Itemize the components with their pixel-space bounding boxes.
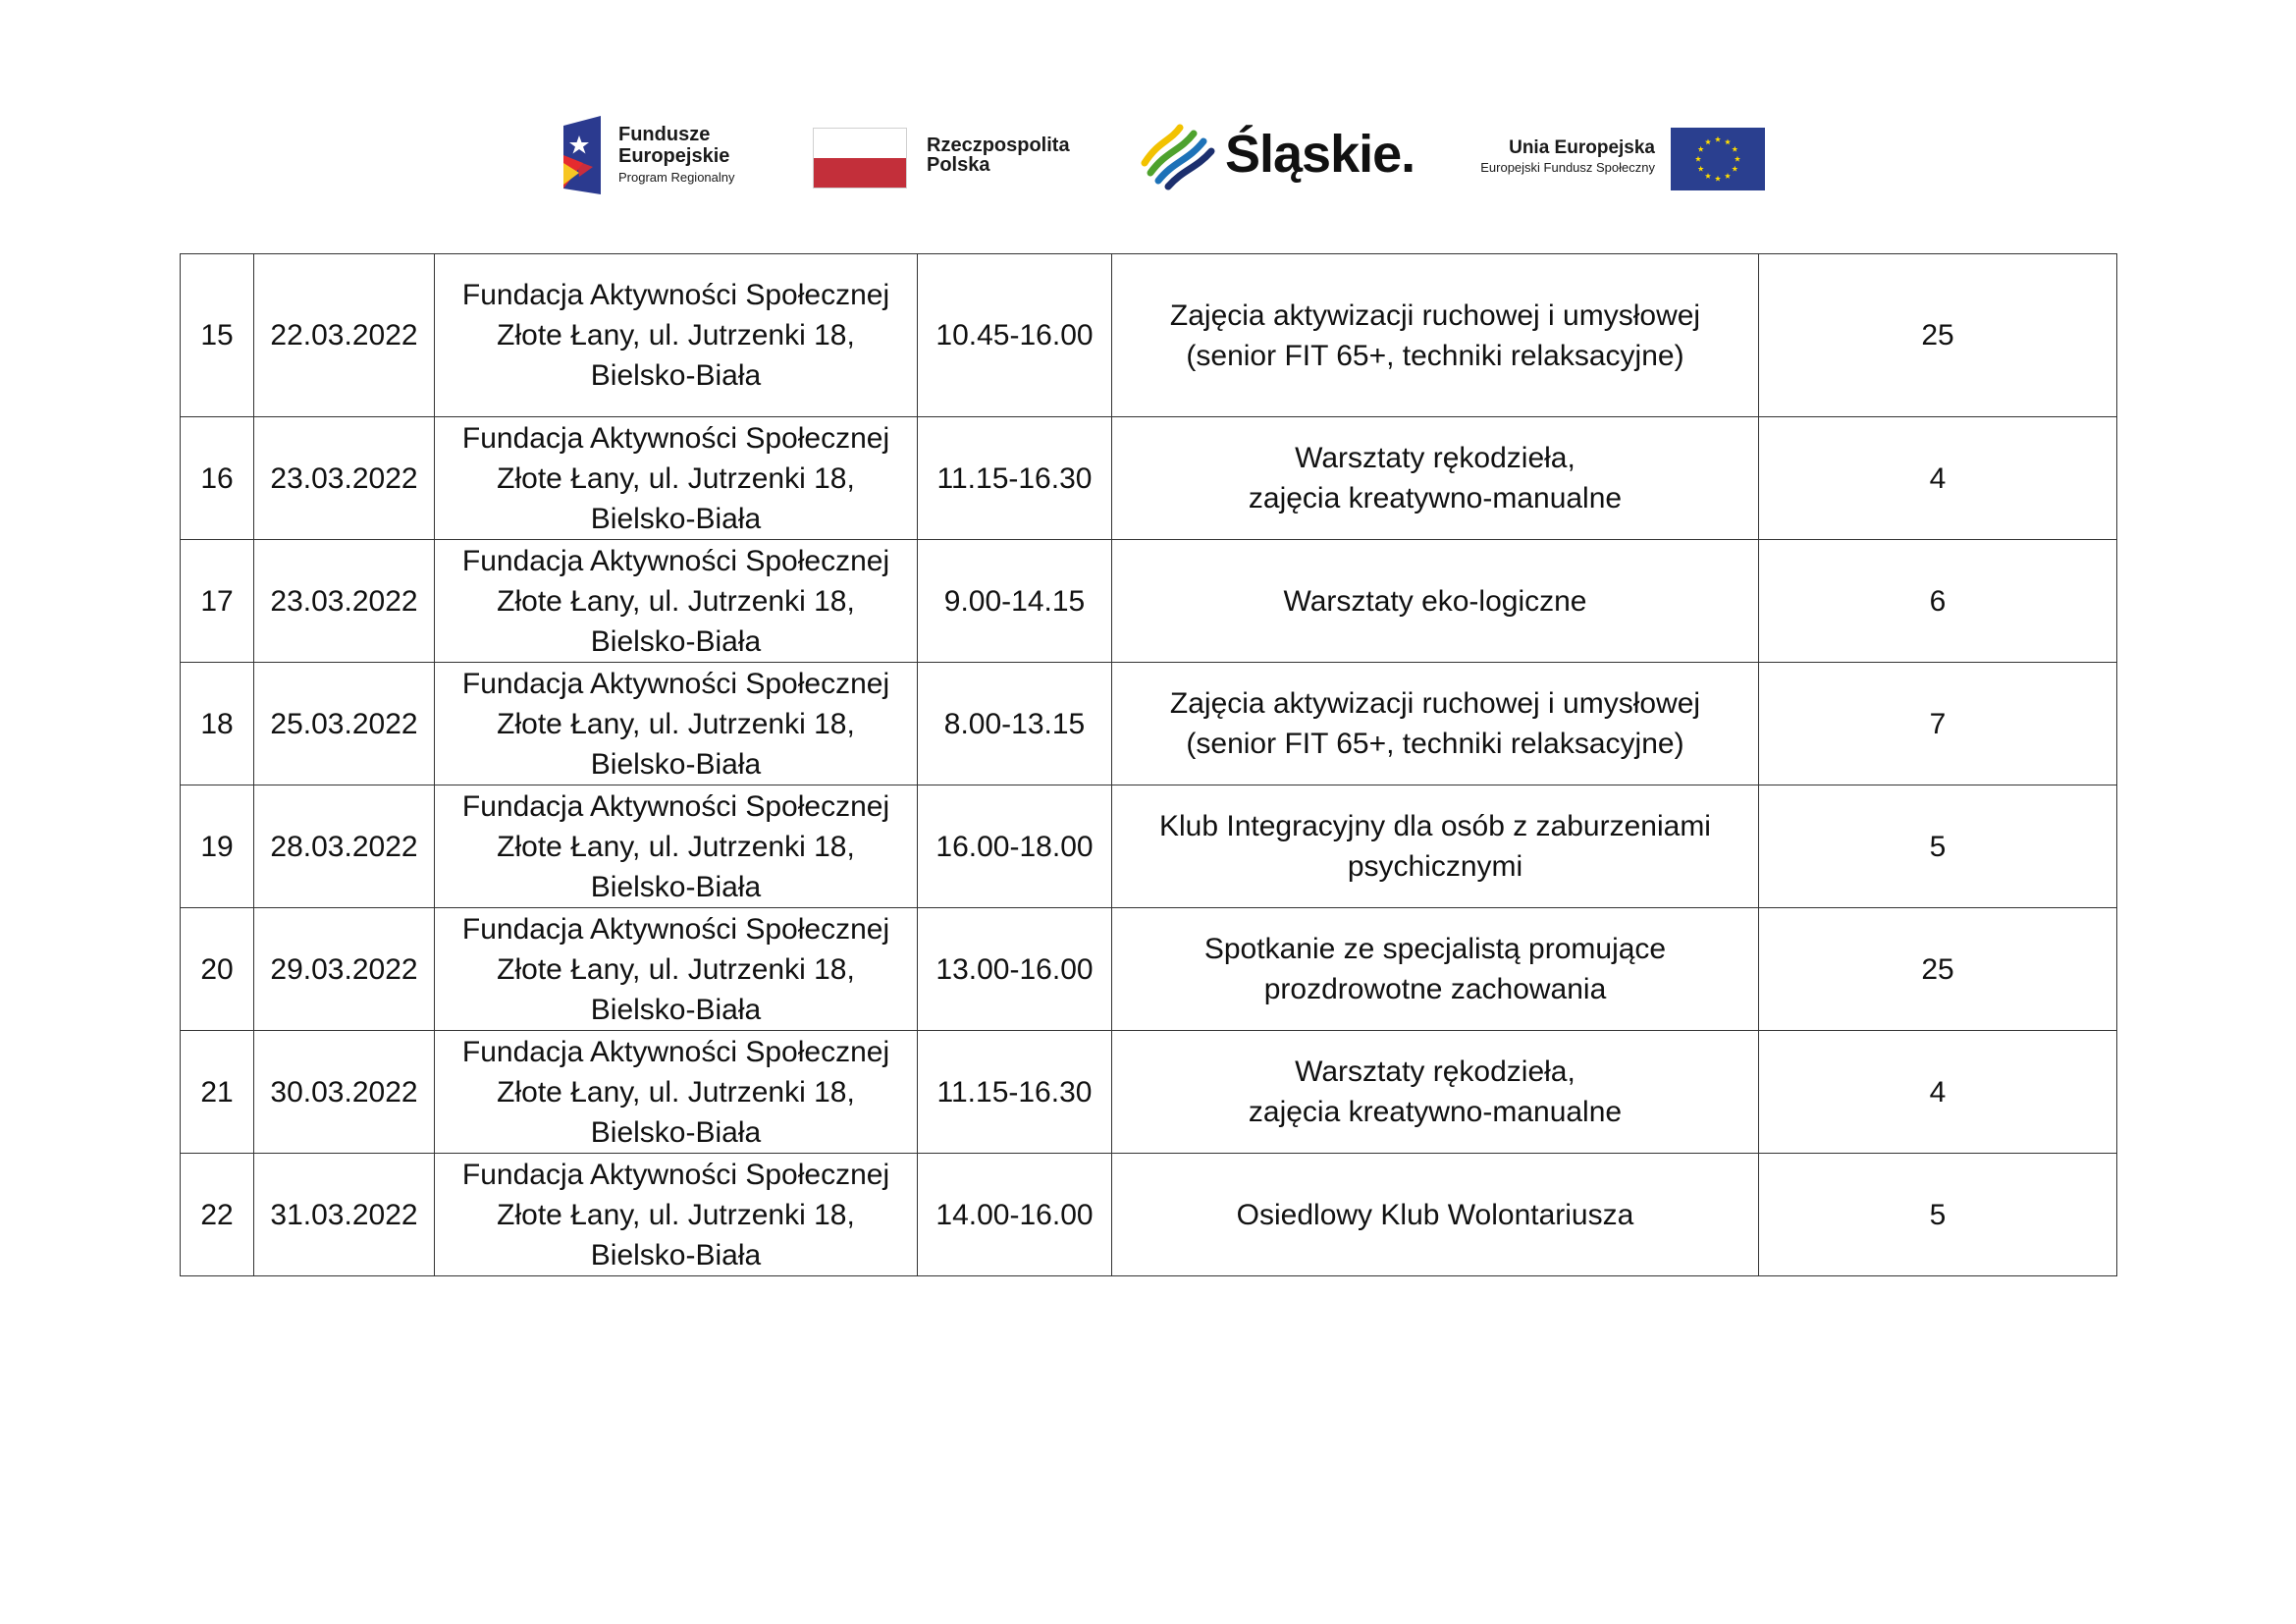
participants-count-cell: 4 [1759, 1031, 2117, 1154]
place-line: Fundacja Aktywności Społecznej [461, 1035, 890, 1068]
activity-line: Zajęcia aktywizacji ruchowej i umysłowej [1169, 687, 1701, 720]
table-row [181, 785, 2117, 908]
place-cell [435, 785, 918, 908]
place-line: Bielsko-Biała [590, 502, 762, 535]
activity-line: Klub Integracyjny dla osób z zaburzeniami [1159, 810, 1711, 842]
place-line: Złote Łany, ul. Jutrzenki 18, [497, 952, 855, 986]
activity-cell [1112, 785, 1759, 908]
table-row [181, 908, 2117, 1031]
participants-count-cell: 7 [1759, 663, 2117, 785]
time-cell: 10.45-16.00 [918, 254, 1112, 417]
schedule-body [181, 254, 2117, 1276]
row-number-cell: 17 [181, 540, 254, 663]
place-cell [435, 540, 918, 663]
table-row [181, 1154, 2117, 1276]
activity-cell [1112, 908, 1759, 1031]
fundusze-europejskie-icon [558, 116, 607, 198]
place-cell [435, 1031, 918, 1154]
table-row [181, 417, 2117, 540]
schedule-table [180, 253, 2117, 1276]
date-cell: 23.03.2022 [254, 540, 435, 663]
activity-cell [1112, 1154, 1759, 1276]
date-cell: 31.03.2022 [254, 1154, 435, 1276]
logo-bar [550, 110, 1767, 204]
activity-cell [1112, 417, 1759, 540]
participants-count-cell: 25 [1759, 254, 2117, 417]
date-cell: 30.03.2022 [254, 1031, 435, 1154]
place-line: Złote Łany, ul. Jutrzenki 18, [497, 1198, 855, 1231]
activity-cell [1112, 254, 1759, 417]
fundusze-line3: Program Regionalny [618, 170, 735, 185]
date-cell: 23.03.2022 [254, 417, 435, 540]
time-cell: 9.00-14.15 [918, 540, 1112, 663]
rzeczpospolita-line1: Rzeczpospolita [927, 135, 1070, 156]
place-cell [435, 417, 918, 540]
place-line: Bielsko-Biała [590, 624, 762, 658]
rzeczpospolita-polska-logo [813, 110, 1097, 204]
place-cell [435, 1154, 918, 1276]
participants-count-cell: 25 [1759, 908, 2117, 1031]
participants-count-cell: 4 [1759, 417, 2117, 540]
unia-europejska-logo [1447, 110, 1765, 204]
unia-line1: Unia Europejska [1509, 137, 1655, 158]
activity-line: zajęcia kreatywno-manualne [1248, 482, 1623, 514]
time-cell: 13.00-16.00 [918, 908, 1112, 1031]
activity-line: Spotkanie ze specjalistą promujące [1203, 933, 1667, 965]
slaskie-logo [1137, 110, 1415, 204]
date-cell: 22.03.2022 [254, 254, 435, 417]
row-number-cell: 21 [181, 1031, 254, 1154]
place-line: Złote Łany, ul. Jutrzenki 18, [497, 584, 855, 618]
place-line: Fundacja Aktywności Społecznej [461, 279, 890, 311]
place-line: Złote Łany, ul. Jutrzenki 18, [497, 461, 855, 495]
place-line: Fundacja Aktywności Społecznej [461, 912, 890, 946]
participants-count-cell: 5 [1759, 1154, 2117, 1276]
time-cell: 11.15-16.30 [918, 1031, 1112, 1154]
slaskie-name: Śląskie. [1225, 125, 1415, 184]
place-line: Złote Łany, ul. Jutrzenki 18, [497, 319, 855, 352]
place-line: Bielsko-Biała [590, 359, 762, 392]
table-row [181, 1031, 2117, 1154]
activity-cell [1112, 540, 1759, 663]
row-number-cell: 22 [181, 1154, 254, 1276]
activity-line: Zajęcia aktywizacji ruchowej i umysłowej [1169, 298, 1701, 332]
activity-line: (senior FIT 65+, techniki relaksacyjne) [1186, 728, 1684, 760]
time-cell: 11.15-16.30 [918, 417, 1112, 540]
fundusze-line2: Europejskie [618, 145, 730, 167]
row-number-cell: 18 [181, 663, 254, 785]
time-cell: 8.00-13.15 [918, 663, 1112, 785]
table-row [181, 663, 2117, 785]
date-cell: 29.03.2022 [254, 908, 435, 1031]
table-row [181, 540, 2117, 663]
eu-flag-icon [1671, 128, 1765, 190]
participants-count-cell: 5 [1759, 785, 2117, 908]
row-number-cell: 20 [181, 908, 254, 1031]
place-line: Fundacja Aktywności Społecznej [461, 667, 890, 700]
fundusze-line1: Fundusze [618, 124, 711, 145]
participants-count-cell: 6 [1759, 540, 2117, 663]
activity-line: zajęcia kreatywno-manualne [1248, 1096, 1623, 1128]
activity-line: Osiedlowy Klub Wolontariusza [1236, 1198, 1634, 1231]
rzeczpospolita-line2: Polska [927, 154, 990, 176]
time-cell: 14.00-16.00 [918, 1154, 1112, 1276]
place-line: Bielsko-Biała [590, 747, 762, 781]
unia-line2: Europejski Fundusz Społeczny [1480, 160, 1655, 175]
place-cell [435, 663, 918, 785]
polish-flag-icon [813, 128, 907, 189]
place-line: Złote Łany, ul. Jutrzenki 18, [497, 830, 855, 863]
place-line: Złote Łany, ul. Jutrzenki 18, [497, 1075, 855, 1109]
activity-line: prozdrowotne zachowania [1263, 973, 1607, 1005]
place-line: Bielsko-Biała [590, 993, 762, 1026]
place-line: Bielsko-Biała [590, 1238, 762, 1272]
activity-cell [1112, 1031, 1759, 1154]
activity-line: Warsztaty eko-logiczne [1283, 584, 1587, 618]
activity-cell [1112, 663, 1759, 785]
place-line: Fundacja Aktywności Społecznej [461, 789, 890, 823]
row-number-cell: 19 [181, 785, 254, 908]
activity-line: (senior FIT 65+, techniki relaksacyjne) [1186, 339, 1684, 372]
place-cell [435, 254, 918, 417]
row-number-cell: 16 [181, 417, 254, 540]
date-cell: 25.03.2022 [254, 663, 435, 785]
activity-line: Warsztaty rękodzieła, [1295, 442, 1575, 474]
fundusze-europejskie-logo [550, 110, 766, 204]
place-line: Złote Łany, ul. Jutrzenki 18, [497, 707, 855, 740]
place-cell [435, 908, 918, 1031]
place-line: Fundacja Aktywności Społecznej [461, 421, 890, 455]
place-line: Fundacja Aktywności Społecznej [461, 544, 890, 577]
table-row [181, 254, 2117, 417]
time-cell: 16.00-18.00 [918, 785, 1112, 908]
date-cell: 28.03.2022 [254, 785, 435, 908]
activity-line: Warsztaty rękodzieła, [1295, 1056, 1575, 1088]
place-line: Bielsko-Biała [590, 1115, 762, 1149]
slaskie-waves-icon [1141, 124, 1215, 192]
activity-line: psychicznymi [1347, 850, 1523, 883]
row-number-cell: 15 [181, 254, 254, 417]
place-line: Fundacja Aktywności Społecznej [461, 1158, 890, 1191]
place-line: Bielsko-Biała [590, 870, 762, 903]
